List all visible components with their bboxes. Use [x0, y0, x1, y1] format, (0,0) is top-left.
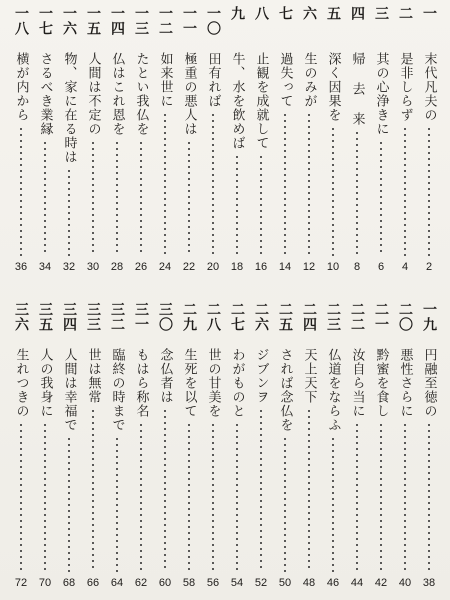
entry-number: 一四 [109, 6, 125, 36]
entry-title: 黔蜜を食し [373, 348, 389, 418]
entry-number: 二七 [229, 302, 245, 332]
entry-number: 一二 [157, 6, 173, 36]
entry-title: 世の甘美を [205, 348, 221, 418]
page-number: 34 [38, 261, 52, 273]
dot-leader [188, 422, 190, 572]
dot-leader [284, 436, 286, 572]
entry-title: 是非しらず [397, 52, 413, 122]
page-number: 30 [86, 261, 100, 273]
page-number: 24 [158, 261, 172, 273]
entry-title: 生れつきの [13, 348, 29, 418]
toc-entry [8, 6, 34, 276]
entry-title: 天上天下 [301, 348, 317, 404]
dot-leader [68, 168, 70, 256]
toc-entry [392, 302, 418, 592]
dot-leader [116, 436, 118, 572]
toc-entry [224, 302, 250, 592]
entry-number: 二六 [253, 302, 269, 332]
toc-entry [56, 6, 82, 276]
toc-entry [248, 6, 274, 276]
dot-leader [380, 422, 382, 572]
page-number: 14 [278, 261, 292, 273]
entry-number: 二八 [205, 302, 221, 332]
entry-number: 一八 [13, 6, 29, 36]
entry-title: 世は無常 [85, 348, 101, 404]
entry-title: 過失って [277, 52, 293, 108]
dot-leader [44, 422, 46, 572]
page-number: 64 [110, 577, 124, 589]
page-number: 62 [134, 577, 148, 589]
entry-number: 一九 [421, 302, 437, 332]
toc-entry [176, 302, 202, 592]
entry-title: 如来世に [157, 52, 173, 108]
page-number: 44 [350, 577, 364, 589]
toc-entry [56, 302, 82, 592]
page-number: 42 [374, 577, 388, 589]
dot-leader [140, 422, 142, 572]
toc-entry [32, 6, 58, 276]
entry-title: 横が内から [13, 52, 29, 122]
entry-title: もはら称名 [133, 348, 149, 418]
dot-leader [92, 408, 94, 572]
dot-leader [332, 436, 334, 572]
page-number: 60 [158, 577, 172, 589]
toc-entry [104, 6, 130, 276]
dot-leader [164, 112, 166, 256]
dot-leader [236, 422, 238, 572]
entry-title: 深く因果を [325, 52, 341, 122]
toc-entry [128, 302, 154, 592]
entry-title: 生のみが [301, 52, 317, 108]
entry-number: 五 [325, 6, 341, 21]
entry-number: 一三 [133, 6, 149, 36]
entry-number: 三四 [61, 302, 77, 332]
dot-leader [44, 140, 46, 256]
page-number: 52 [254, 577, 268, 589]
toc-entry [152, 6, 178, 276]
page-number: 2 [425, 261, 433, 273]
dot-leader [404, 126, 406, 256]
entry-title: 極重の悪人は [181, 52, 197, 136]
entry-number: 四 [349, 6, 365, 21]
entry-title: 牛、水を飲めば [229, 52, 245, 150]
entry-number: 一五 [85, 6, 101, 36]
toc-entry [296, 302, 322, 592]
toc-entry [296, 6, 322, 276]
toc-entry [200, 302, 226, 592]
entry-number: 二五 [277, 302, 293, 332]
entry-number: 三六 [13, 302, 29, 332]
dot-leader [68, 436, 70, 572]
entry-title: ジブンヲ [253, 348, 269, 404]
dot-leader [116, 140, 118, 256]
page-number: 10 [326, 261, 340, 273]
entry-number: 三一 [133, 302, 149, 332]
entry-number: 二一 [373, 302, 389, 332]
entry-number: 一一 [181, 6, 197, 36]
dot-leader [164, 408, 166, 572]
toc-entry [272, 6, 298, 276]
dot-leader [260, 408, 262, 572]
entry-title: 人間は不定の [85, 52, 101, 136]
toc-entry [32, 302, 58, 592]
entry-number: 二 [397, 6, 413, 21]
page-number: 18 [230, 261, 244, 273]
toc-entry [248, 302, 274, 592]
toc-entry [368, 302, 394, 592]
page-number: 46 [326, 577, 340, 589]
entry-title: 末代凡夫の [421, 52, 437, 122]
toc-entry [80, 6, 106, 276]
entry-number: 二四 [301, 302, 317, 332]
page-number: 6 [377, 261, 385, 273]
entry-number: 一七 [37, 6, 53, 36]
entry-title: 悪性さらに [397, 348, 413, 418]
entry-title: 田有れば [205, 52, 221, 108]
page-number: 72 [14, 577, 28, 589]
page-number: 16 [254, 261, 268, 273]
entry-title: 臨終の時まで [109, 348, 125, 432]
entry-title: たとい我仏を [133, 52, 149, 136]
page-number: 50 [278, 577, 292, 589]
entry-title: 止観を成就して [253, 52, 269, 150]
entry-number: 二〇 [397, 302, 413, 332]
entry-title: わがものと [229, 348, 245, 418]
entry-number: 三〇 [157, 302, 173, 332]
entry-title: 帰 去 来 [349, 52, 365, 126]
toc-section-top [0, 6, 450, 276]
dot-leader [260, 154, 262, 256]
dot-leader [356, 130, 358, 256]
toc-entry [272, 302, 298, 592]
toc-section-bottom [0, 302, 450, 592]
entry-number: 二二 [349, 302, 365, 332]
page-number: 48 [302, 577, 316, 589]
entry-title: 汝自ら当に [349, 348, 365, 418]
toc-entry [416, 6, 442, 276]
toc-entry [80, 302, 106, 592]
toc-entry [200, 6, 226, 276]
dot-leader [308, 408, 310, 572]
entry-number: 二九 [181, 302, 197, 332]
entry-number: 三二 [109, 302, 125, 332]
page-number: 38 [422, 577, 436, 589]
dot-leader [212, 422, 214, 572]
dot-leader [212, 112, 214, 256]
page-number: 36 [14, 261, 28, 273]
entry-number: 一六 [61, 6, 77, 36]
entry-title: 物、家に在る時は [61, 52, 77, 164]
entry-number: 三三 [85, 302, 101, 332]
page-number: 20 [206, 261, 220, 273]
entry-title: 生死を以て [181, 348, 197, 418]
page-number: 32 [62, 261, 76, 273]
page-number: 56 [206, 577, 220, 589]
dot-leader [188, 140, 190, 256]
dot-leader [404, 422, 406, 572]
entry-number: 六 [301, 6, 317, 21]
entry-title: 念仏者は [157, 348, 173, 404]
dot-leader [428, 422, 430, 572]
page-number: 70 [38, 577, 52, 589]
page-number: 22 [182, 261, 196, 273]
toc-entry [152, 302, 178, 592]
entry-title: されば念仏を [277, 348, 293, 432]
page-number: 4 [401, 261, 409, 273]
toc-entry [104, 302, 130, 592]
toc-entry [320, 6, 346, 276]
dot-leader [20, 126, 22, 256]
entry-number: 三五 [37, 302, 53, 332]
page-number: 26 [134, 261, 148, 273]
entry-title: 其の心浄きに [373, 52, 389, 136]
entry-title: 仏はこれ恩を [109, 52, 125, 136]
entry-number: 二三 [325, 302, 341, 332]
toc-entry [320, 302, 346, 592]
page-number: 68 [62, 577, 76, 589]
dot-leader [380, 140, 382, 256]
entry-number: 一〇 [205, 6, 221, 36]
entry-number: 八 [253, 6, 269, 21]
toc-entry [392, 6, 418, 276]
dot-leader [308, 112, 310, 256]
dot-leader [332, 126, 334, 256]
toc-entry [224, 6, 250, 276]
toc-entry [368, 6, 394, 276]
entry-number: 三 [373, 6, 389, 21]
dot-leader [236, 154, 238, 256]
page-number: 12 [302, 261, 316, 273]
page-number: 54 [230, 577, 244, 589]
entry-number: 七 [277, 6, 293, 21]
page-number: 8 [353, 261, 361, 273]
toc-entry [416, 302, 442, 592]
toc-entry [344, 302, 370, 592]
dot-leader [92, 140, 94, 256]
page-number: 28 [110, 261, 124, 273]
page-number: 40 [398, 577, 412, 589]
toc-entry [8, 302, 34, 592]
entry-title: 人間は幸福で [61, 348, 77, 432]
dot-leader [284, 112, 286, 256]
dot-leader [356, 422, 358, 572]
dot-leader [428, 126, 430, 256]
entry-number: 一 [421, 6, 437, 21]
toc-entry [176, 6, 202, 276]
entry-title: 人の我身に [37, 348, 53, 418]
toc-entry [128, 6, 154, 276]
page-number: 58 [182, 577, 196, 589]
toc-entry [344, 6, 370, 276]
page-number: 66 [86, 577, 100, 589]
dot-leader [20, 422, 22, 572]
entry-number: 九 [229, 6, 245, 21]
entry-title: 円融至徳の [421, 348, 437, 418]
entry-title: さるべき業縁 [37, 52, 53, 136]
entry-title: 仏道をならふ [325, 348, 341, 432]
dot-leader [140, 140, 142, 256]
